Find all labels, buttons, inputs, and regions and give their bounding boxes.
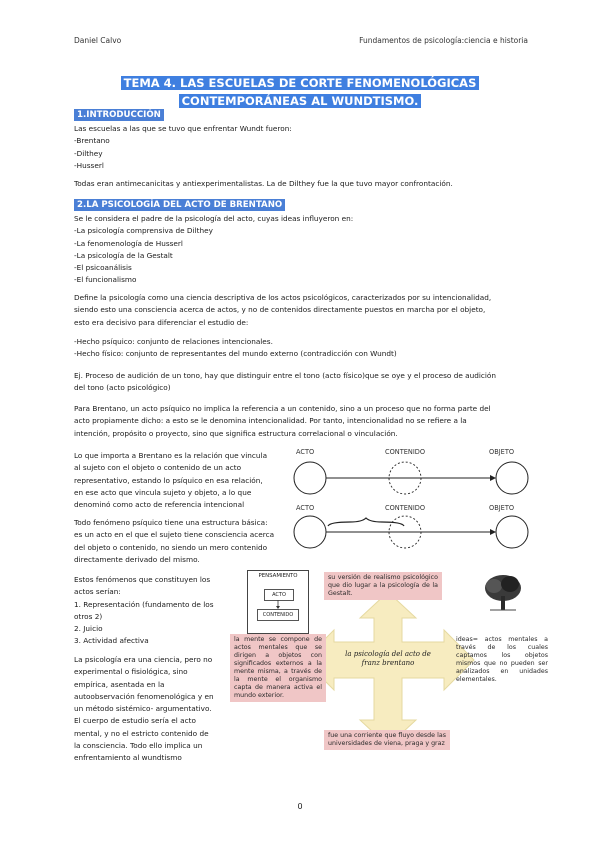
page-number: 0 xyxy=(297,802,303,811)
relation-paragraph xyxy=(74,450,296,511)
text-line: 3. Actividad afectiva xyxy=(74,636,149,646)
list-item: -La psicología de la Gestalt xyxy=(74,250,173,260)
text-line: experimental o fisiológica, sino xyxy=(74,667,188,677)
concept-top-note: su versión de realismo psicológico que dio lugar a la psicología de la Gestalt. xyxy=(324,572,442,600)
text-line: empírica, asentada en la xyxy=(74,679,165,689)
text-line: un método sistémico- argumentativo. xyxy=(74,704,212,714)
diagram1-acto-label: ACTO xyxy=(296,448,315,456)
intro-line: -Husserl xyxy=(74,160,104,170)
text-line: siendo esto una consciencia acerca de actos, y no de contenidos directamente puestos en marcha por el objeto, xyxy=(74,305,486,315)
intro-line: -Dilthey xyxy=(74,148,103,158)
text-line: acto propiamente dicho: a esto se le denomina intencionalidad. Por tanto, intencionalidad no se refiere a la xyxy=(74,416,467,426)
intentional-act-diagram-1 xyxy=(290,456,540,496)
text-line: La psicología era una ciencia, pero no xyxy=(74,655,213,664)
diagram1-contenido-label: CONTENIDO xyxy=(385,448,426,456)
text-line: esto era decisivo para diferenciar el estudio de: xyxy=(74,317,249,327)
tree-illustration xyxy=(480,572,526,614)
phenomena-list xyxy=(74,574,226,648)
page-title xyxy=(60,74,540,110)
diagram2-contenido-label: CONTENIDO xyxy=(385,504,426,512)
concept-bottom-note: fue una corriente que fluyo desde las universidades de viena, praga y graz xyxy=(324,730,450,750)
text-line: 1. Representación (fundamento de los xyxy=(74,599,214,609)
text-line: El cuerpo de estudio sería el acto xyxy=(74,716,196,726)
diagram1-objeto-label: OBJETO xyxy=(489,448,515,456)
list-item: -La fenomenología de Husserl xyxy=(74,238,183,248)
pensamiento-box xyxy=(247,570,309,634)
hechos-list xyxy=(74,336,526,361)
text-line: mental, y no el estricto contenido de xyxy=(74,728,209,738)
text-line: directamente derivado del mismo. xyxy=(74,554,200,564)
text-line: del objeto o contenido, no siendo un mero contenido xyxy=(74,542,268,552)
text-line: 2. Juicio xyxy=(74,624,103,634)
example-paragraph xyxy=(74,370,526,395)
text-line: Lo que importa a Brentano es la relación que vincula xyxy=(74,451,268,460)
brentano-influence-list xyxy=(74,213,526,287)
list-item: -Hecho psíquico: conjunto de relaciones intencionales. xyxy=(74,337,273,346)
list-item: -El psicoanálisis xyxy=(74,263,132,273)
text-line: la consciencia. Todo ello implica un xyxy=(74,741,203,751)
pensamiento-label: PENSAMIENTO xyxy=(258,573,298,579)
intentional-act-diagram-2 xyxy=(290,512,540,552)
header-subject: Fundamentos de psicología:ciencia e historia xyxy=(359,36,528,45)
text-line: Define la psicología como una ciencia descriptiva de los actos psicológicos, caracterizados por su intencionalidad, xyxy=(74,293,492,302)
diagram2-acto-label: ACTO xyxy=(296,504,315,512)
text-line: otros 2) xyxy=(74,611,103,621)
list-item: Se le considera el padre de la psicología del acto, cuyas ideas influyeron en: xyxy=(74,214,354,223)
list-item: -El funcionalismo xyxy=(74,275,137,285)
text-line: intención, propósito o proyecto, sino que significa estructura correlacional o vinculación. xyxy=(74,428,398,438)
text-line: Estos fenómenos que constituyen los xyxy=(74,575,211,584)
concept-center-label: la psicología del acto de franz brentano xyxy=(345,650,431,667)
text-line: representativo, estando lo psíquico en esa relación, xyxy=(74,475,263,485)
structure-paragraph xyxy=(74,517,296,566)
text-line: Todo fenómeno psíquico tiene una estructura básica: xyxy=(74,518,268,527)
text-line: enfrentamiento al wundtismo xyxy=(74,753,182,763)
text-line: Ej. Proceso de audición de un tono, hay que distinguir entre el tono (acto físico)que se oye y el proceso de audición xyxy=(74,371,497,380)
section-heading-brentano: 2.LA PSICOLOGÍA DEL ACTO DE BRENTANO xyxy=(74,199,285,211)
text-line: denominó como acto de referencia intencional xyxy=(74,500,245,510)
list-item: -La psicología comprensiva de Dilthey xyxy=(74,226,213,236)
text-line: Para Brentano, un acto psíquico no implica la referencia a un contenido, sino a un proceso que no forma parte del xyxy=(74,404,491,413)
diagram2-objeto-label: OBJETO xyxy=(489,504,515,512)
intro-line: -Brentano xyxy=(74,136,110,146)
intro-line: Las escuelas a las que se tuvo que enfrentar Wundt fueron: xyxy=(74,124,292,133)
title-line-1: TEMA 4. LAS ESCUELAS DE CORTE FENOMENOLÓGICAS xyxy=(121,76,480,90)
text-line: del tono (acto psicológico) xyxy=(74,383,171,393)
header-author: Daniel Calvo xyxy=(74,36,122,45)
pensamiento-contenido: CONTENIDO xyxy=(257,609,299,621)
list-item: -Hecho físico: conjunto de representantes del mundo externo (contradicción con Wundt) xyxy=(74,349,397,359)
definition-paragraph xyxy=(74,292,526,329)
text-line: actos serían: xyxy=(74,587,121,597)
concept-left-note: la mente se compone de actos mentales que se dirigen a objetos con significados externos a la mente misma, a través de la mente el organismo capta de manera activa el mundo exterior. xyxy=(230,634,326,702)
text-line: es un acto en el que el sujeto tiene consciencia acerca xyxy=(74,530,275,540)
science-paragraph xyxy=(74,654,226,765)
title-line-2: CONTEMPORÁNEAS AL WUNDTISMO. xyxy=(179,94,422,108)
text-line: al sujeto con el objeto o contenido de un acto xyxy=(74,463,242,473)
pensamiento-acto: ACTO xyxy=(264,589,294,601)
text-line: en ese acto que vincula sujeto y objeto, a lo que xyxy=(74,487,252,497)
intro-paragraph: Todas eran antimecanicitas y antiexperimentalistas. La de Dilthey fue la que tuvo mayor confrontación. xyxy=(74,179,453,188)
text-line: autoobservación fenomenológica y en xyxy=(74,691,214,701)
intro-list xyxy=(74,123,526,172)
concept-right-note: ideas= actos mentales a través de los cuales captamos los objetos mismos que no pueden ser analizados en unidades elementales. xyxy=(456,636,548,683)
section-heading-intro: 1.INTRODUCCIÓN xyxy=(74,109,164,121)
intentionality-paragraph xyxy=(74,403,526,440)
